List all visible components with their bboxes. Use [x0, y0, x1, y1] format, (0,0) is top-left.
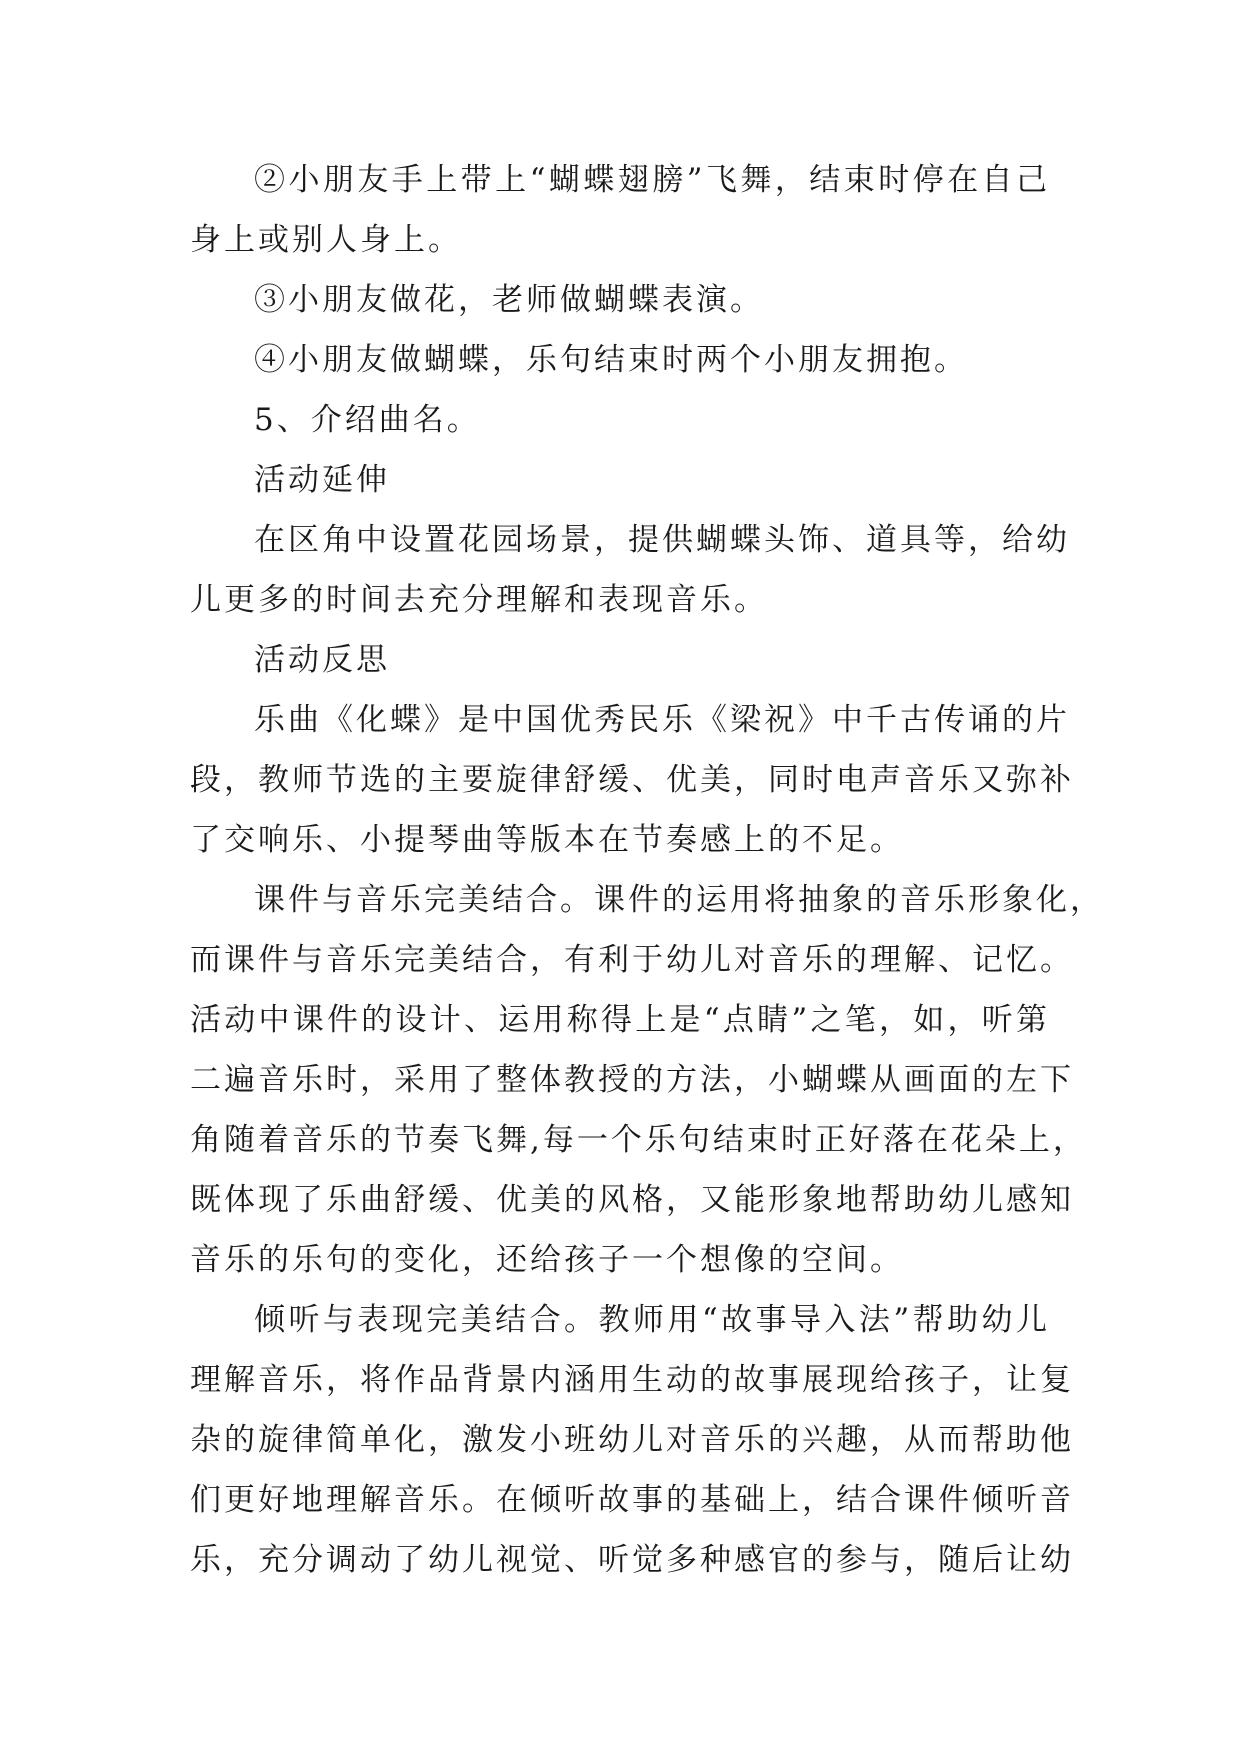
paragraph-step-5	[190, 390, 1050, 450]
text-line: 而课件与音乐完美结合，有利于幼儿对音乐的理解、记忆。	[190, 942, 1074, 978]
text-line: 杂的旋律简单化，激发小班幼儿对音乐的兴趣，从而帮助他	[190, 1422, 1074, 1458]
text-line: ②小朋友手上带上“蝴蝶翅膀”飞舞，结束时停在自己	[254, 162, 1050, 198]
text-line: 既体现了乐曲舒缓、优美的风格，又能形象地帮助幼儿感知	[190, 1182, 1074, 1218]
text-line: 倾听与表现完美结合。教师用“故事导入法”帮助幼儿	[254, 1302, 1050, 1338]
paragraph-activity-step-2	[190, 150, 1050, 270]
text-line: 乐，充分调动了幼儿视觉、听觉多种感官的参与，随后让幼	[190, 1542, 1074, 1578]
paragraph-activity-step-3	[190, 270, 1050, 330]
section-heading-extension	[190, 450, 1050, 510]
text-line: ④小朋友做蝴蝶，乐句结束时两个小朋友拥抱。	[254, 342, 968, 378]
paragraph-activity-step-4	[190, 330, 1050, 390]
section-heading: 活动反思	[254, 642, 390, 678]
text-line: 了交响乐、小提琴曲等版本在节奏感上的不足。	[190, 822, 904, 858]
paragraph-reflection-1	[190, 690, 1074, 870]
text-line: 课件与音乐完美结合。课件的运用将抽象的音乐形象化，	[254, 882, 1104, 918]
paragraph-reflection-2	[190, 870, 1104, 1290]
text-line: 二遍音乐时，采用了整体教授的方法，小蝴蝶从画面的左下	[190, 1062, 1074, 1098]
text-line: ③小朋友做花，老师做蝴蝶表演。	[254, 282, 764, 318]
paragraph-reflection-3	[190, 1290, 1074, 1590]
text-line: 们更好地理解音乐。在倾听故事的基础上，结合课件倾听音	[190, 1482, 1074, 1518]
paragraph-extension	[190, 510, 1070, 630]
text-line: 5、介绍曲名。	[254, 402, 481, 438]
document-body	[190, 150, 1104, 1590]
text-line: 理解音乐，将作品背景内涵用生动的故事展现给孩子，让复	[190, 1362, 1074, 1398]
text-line: 音乐的乐句的变化，还给孩子一个想像的空间。	[190, 1242, 904, 1278]
text-line: 活动中课件的设计、运用称得上是“点睛”之笔，如，听第	[190, 1002, 1050, 1038]
text-line: 身上或别人身上。	[190, 222, 462, 258]
text-line: 角随着音乐的节奏飞舞,每一个乐句结束时正好落在花朵上，	[190, 1122, 1087, 1158]
section-heading-reflection	[190, 630, 1050, 690]
text-line: 乐曲《化蝶》是中国优秀民乐《梁祝》中千古传诵的片	[254, 702, 1070, 738]
text-line: 段，教师节选的主要旋律舒缓、优美，同时电声音乐又弥补	[190, 762, 1074, 798]
text-line: 儿更多的时间去充分理解和表现音乐。	[190, 582, 768, 618]
section-heading: 活动延伸	[254, 462, 390, 498]
text-line: 在区角中设置花园场景，提供蝴蝶头饰、道具等，给幼	[254, 522, 1070, 558]
